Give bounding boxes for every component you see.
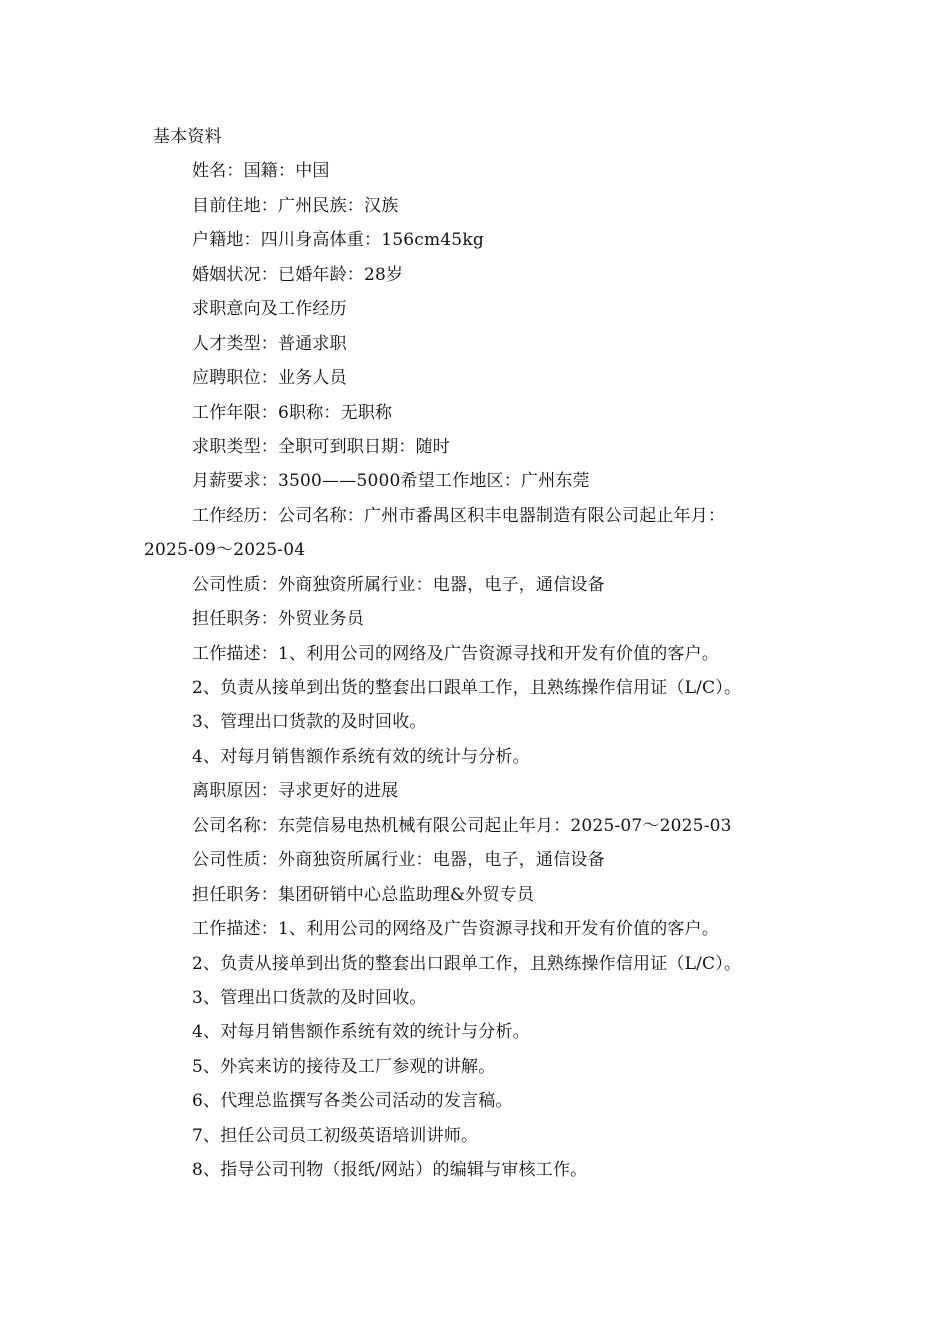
- field-position-held-2: 担任职务：集团研销中心总监助理&外贸专员: [192, 884, 535, 905]
- field-talent-type: 人才类型：普通求职: [192, 333, 347, 354]
- field-residence-ethnicity: 目前住地：广州民族：汉族: [192, 195, 399, 216]
- section-heading-job-intent: 求职意向及工作经历: [192, 299, 347, 320]
- field-company-name-2: 公司名称：东莞信易电热机械有限公司起止年月：2025-07～2025-03: [192, 815, 732, 836]
- field-job-description-1: 工作描述：1、利用公司的网络及广告资源寻找和开发有价值的客户。: [192, 643, 720, 664]
- list-item: 2、负责从接单到出货的整套出口跟单工作，且熟练操作信用证（L/C）。: [192, 953, 742, 974]
- field-hometown-height-weight: 户籍地：四川身高体重：156cm45kg: [192, 230, 484, 251]
- field-company-nature-2: 公司性质：外商独资所属行业：电器，电子，通信设备: [192, 850, 605, 871]
- list-item: 3、管理出口货款的及时回收。: [192, 712, 427, 733]
- list-item: 4、对每月销售额作系统有效的统计与分析。: [192, 1022, 530, 1043]
- list-item: 4、对每月销售额作系统有效的统计与分析。: [192, 746, 530, 767]
- field-position-held-1: 担任职务：外贸业务员: [192, 609, 364, 630]
- field-marital-age: 婚姻状况：已婚年龄：28岁: [192, 264, 404, 285]
- list-item: 8、指导公司刊物（报纸/网站）的编辑与审核工作。: [192, 1160, 588, 1181]
- field-work-history-company-1: 工作经历：公司名称：广州市番禺区积丰电器制造有限公司起止年月：: [192, 505, 726, 526]
- section-heading-basic-info: 基本资料: [153, 127, 222, 147]
- field-leaving-reason: 离职原因：寻求更好的进展: [192, 781, 399, 802]
- list-item: 6、代理总监撰写各类公司活动的发言稿。: [192, 1091, 513, 1112]
- field-work-years-title: 工作年限：6职称：无职称: [192, 402, 393, 423]
- list-item: 2、负责从接单到出货的整套出口跟单工作，且熟练操作信用证（L/C）。: [192, 678, 742, 698]
- field-salary-location: 月薪要求：3500——5000希望工作地区：广州东莞: [192, 471, 590, 492]
- field-company-nature-1: 公司性质：外商独资所属行业：电器，电子，通信设备: [192, 574, 605, 595]
- field-name-nationality: 姓名：国籍：中国: [192, 161, 330, 182]
- field-work-history-period-1: 2025-09～2025-04: [144, 540, 306, 561]
- list-item: 7、担任公司员工初级英语培训讲师。: [192, 1125, 479, 1146]
- field-job-description-2: 工作描述：1、利用公司的网络及广告资源寻找和开发有价值的客户。: [192, 919, 720, 940]
- field-job-type-start-date: 求职类型：全职可到职日期：随时: [192, 436, 450, 457]
- document-page: [0, 120, 950, 1188]
- field-applied-position: 应聘职位：业务人员: [192, 368, 347, 389]
- list-item: 5、外宾来访的接待及工厂参观的讲解。: [192, 1056, 496, 1077]
- list-item: 3、管理出口货款的及时回收。: [192, 987, 427, 1008]
